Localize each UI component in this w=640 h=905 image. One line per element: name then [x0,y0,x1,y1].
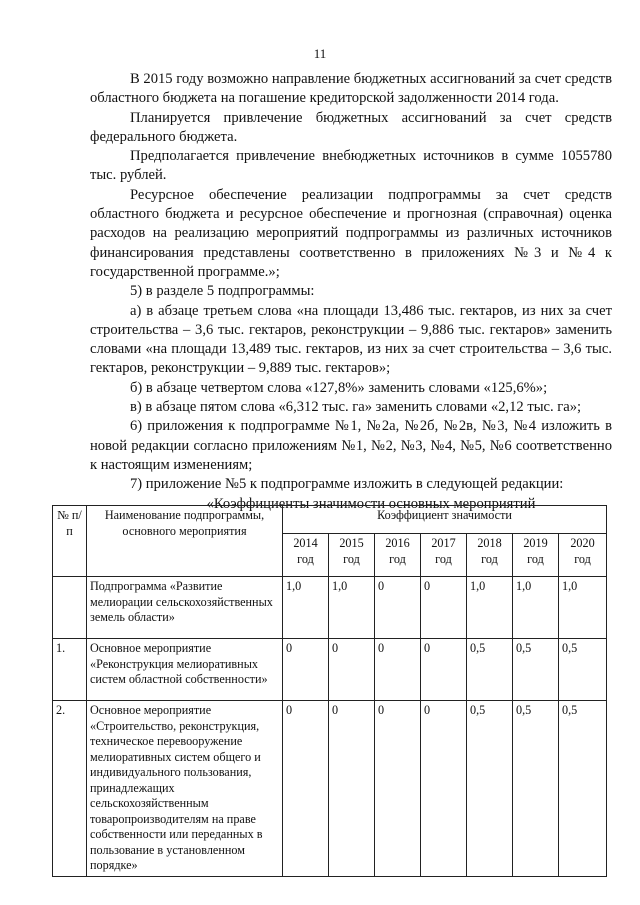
paragraph: Предполагается привлечение внебюджетных источников в сумме 1055780 тыс. рублей. [90,148,612,184]
row-value: 0,5 [513,639,559,701]
row-value: 0 [375,577,421,639]
header-year: 2016 год [375,534,421,577]
paragraph: 7) приложение №5 к подпрограмме изложить в следующей редакции: [130,476,564,493]
row-name: Основное мероприятие «Реконструкция мелиоративных систем областной собственности» [87,639,283,701]
paragraph: Ресурсное обеспечение реализации подпрограммы за счет средств областного бюджета и ресурсное обеспечение и прогнозная (справочная) оценка расходов на реализацию мероприятий подпрограммы из различных источников финансирования представлены соответственно в приложениях №3 и №4 к государственной программе.»; [90,186,612,280]
row-value: 1,0 [559,577,607,639]
header-year: 2017 год [421,534,467,577]
paragraph: 6) приложения к подпрограмме №1, №2а, №2б, №2в, №3, №4 изложить в новой редакции согласно приложениям №1, №2, №3, №4, №5, №6 соответственно к настоящим изменениям; [90,418,612,473]
row-value: 1,0 [283,577,329,639]
page-number: 11 [313,46,327,61]
row-value: 0 [421,639,467,701]
row-value: 1,0 [329,577,375,639]
row-value: 1,0 [513,577,559,639]
header-year: 2019 год [513,534,559,577]
table-title: «Коэффициенты значимости основных мероприятий [206,495,536,512]
row-value: 0,5 [467,701,513,877]
table-row [53,577,607,639]
header-name: Наименование подпрограммы, основного мероприятия [87,506,283,577]
row-value: 0,5 [559,639,607,701]
coefficient-table [52,505,607,877]
row-value: 0,5 [513,701,559,877]
row-num: 1. [53,639,87,701]
row-value: 0 [283,639,329,701]
row-value: 0 [421,701,467,877]
paragraph: б) в абзаце четвертом слова «127,8%» заменить словами «125,6%»; [130,379,548,396]
header-num: № п/п [53,506,87,577]
row-value: 0,5 [559,701,607,877]
table-row [53,639,607,701]
paragraph: Планируется привлечение бюджетных ассигнований за счет средств федерального бюджета. [90,109,612,145]
table-row [53,701,607,877]
document-body [90,70,612,514]
row-num: 2. [53,701,87,877]
paragraph: в) в абзаце пятом слова «6,312 тыс. га» заменить словами «2,12 тыс. га»; [130,399,582,416]
row-value: 0 [329,639,375,701]
header-coef: Коэффициент значимости [283,506,607,534]
paragraph: а) в абзаце третьем слова «на площади 13,486 тыс. гектаров, из них за счет строительства – 3,6 тыс. гектаров, реконструкции – 9,886 тыс. гектаров» заменить словами «на площади 13,489 тыс. гектаров, из них за счет строительства – 3,6 тыс. гектаров, реконструкции – 9,889 тыс. гектаров»; [90,302,612,377]
row-value: 0 [283,701,329,877]
row-name: Основное мероприятие «Строительство, реконструкция, техническое перевооружение мелиоративных систем общего и индивидуального пользования, принадлежащих сельскохозяйственным товаропроизводителям на праве собственности или переданных в пользование в установленном порядке» [87,701,283,877]
paragraph: 5) в разделе 5 подпрограммы: [130,283,315,300]
row-value: 0 [329,701,375,877]
row-value: 0 [375,701,421,877]
header-year: 2015 год [329,534,375,577]
row-value: 0 [421,577,467,639]
header-year: 2018 год [467,534,513,577]
header-year: 2020 год [559,534,607,577]
row-value: 1,0 [467,577,513,639]
header-year: 2014 год [283,534,329,577]
paragraph: В 2015 году возможно направление бюджетных ассигнований за счет средств областного бюджета на погашение кредиторской задолженности 2014 года. [90,71,612,107]
row-value: 0 [375,639,421,701]
row-name: Подпрограмма «Развитие мелиорации сельскохозяйственных земель области» [87,577,283,639]
row-value: 0,5 [467,639,513,701]
row-num [53,577,87,639]
